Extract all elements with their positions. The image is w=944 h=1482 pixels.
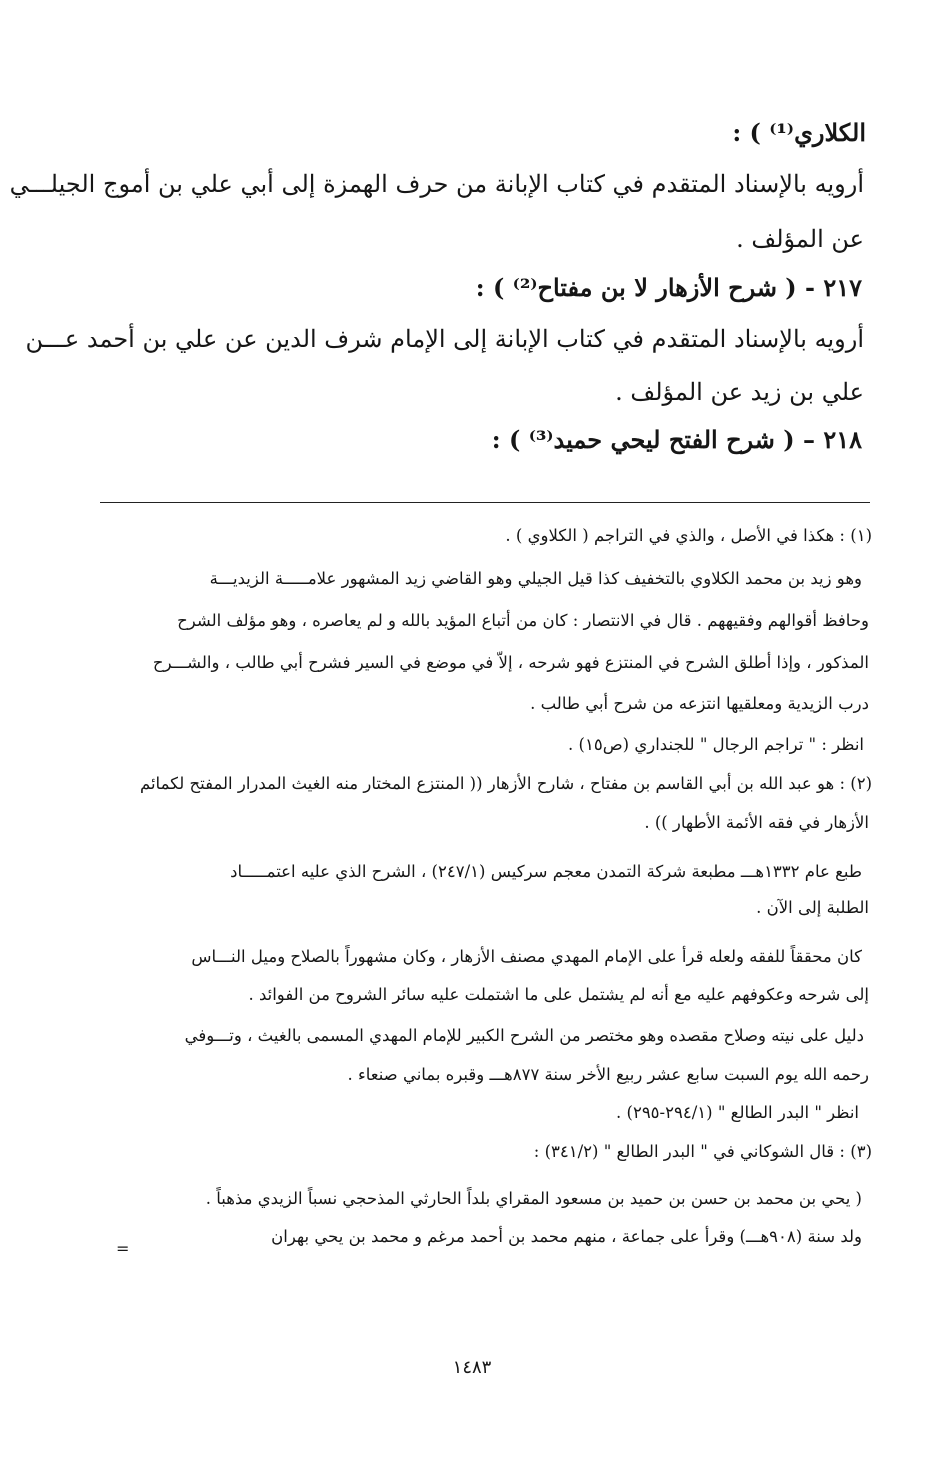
footnote-line: انظر " البدر الطالع " (٢٩٤/١-٢٩٥) .	[616, 1103, 859, 1122]
footnote-line: طبع عام ١٣٣٢هـــ مطبعة شركة التمدن معجم سركيس (٢٤٧/١) ، الشرح الذي عليه اعتمـــــاد	[230, 862, 862, 881]
footnote-line: ولد سنة (٩٠٨هـــ) وقرأ على جماعة ، منهم محمد بن أحمد مرغم و محمد بن يحي بهران	[271, 1227, 862, 1246]
body-line: علي بن زيد عن المؤلف .	[615, 378, 864, 406]
body-line: أرويه بالإسناد المتقدم في كتاب الإبانة من حرف الهمزة إلى أبي علي بن أموج الجيلـــي	[9, 170, 864, 198]
footnote-line: ( يحي بن محمد بن حسن بن حميد بن مسعود المقراي بلداً الحارثي المذحجي نسباً الزيدي مذهباً .	[205, 1189, 862, 1208]
footnote-line: انظر : " تراجم الرجال " للجنداري (ص١٥) .	[568, 735, 864, 754]
body-line: أرويه بالإسناد المتقدم في كتاب الإبانة إلى الإمام شرف الدين عن علي بن أحمد عـــن	[25, 325, 864, 353]
footnote-2: (٢) : هو عبد الله بن أبي القاسم بن مفتاح ، شارح الأزهار (( المنتزع المختار منه الغيث المدرار المفتح لكمائم	[139, 774, 872, 793]
footnote-line: رحمه الله يوم السبت سابع عشر ربيع الأخر سنة ٨٧٧هـــ وقبره بماني صنعاء .	[347, 1065, 869, 1084]
footnote-3: (٣) : قال الشوكاني في " البدر الطالع " (٣٤١/٢) :	[533, 1142, 872, 1161]
footnote-line: درب الزيدية ومعلقيها انتزعه من شرح أبي طالب .	[530, 694, 869, 713]
entry-heading-kalari: الكلاري⁽¹⁾ ) :	[732, 118, 866, 147]
page-number: ١٤٨٣	[452, 1357, 492, 1378]
footnote-line: إلى شرحه وعكوفهم عليه مع أنه لم يشتمل على ما اشتملت عليه سائر الشروح من الفوائد .	[248, 985, 869, 1004]
footnote-1: (١) : هكذا في الأصل ، والذي في التراجم ( الكلاوي ) .	[505, 526, 872, 545]
footnote-line: الأزهار في فقه الأئمة الأطهار )) .	[644, 813, 869, 832]
entry-heading-217: ٢١٧ - ( شرح الأزهار لا بن مفتاح⁽²⁾ ) :	[475, 273, 862, 302]
footnote-separator	[100, 502, 870, 503]
footnote-line: دليل على نيته وصلاح مقصده وهو مختصر من الشرح الكبير للإمام المهدي المسمى بالغيث ، وتـــوفي	[184, 1026, 864, 1045]
footnote-line: كان محققاً للفقه ولعله قرأ على الإمام المهدي مصنف الأزهار ، وكان مشهوراً بالصلاح وميل النـــاس	[191, 947, 862, 966]
body-line: عن المؤلف .	[736, 225, 864, 253]
entry-heading-218: ٢١٨ – ( شرح الفتح ليحي حميد⁽³⁾ ) :	[491, 425, 862, 454]
footnote-line: المذكور ، وإذا أطلق الشرح في المنتزع فهو شرحه ، إلاّ في موضع في السير فشرح أبي طالب ، والشـــرح	[152, 653, 869, 672]
footnote-line: وحافظ أقوالهم وفقيههم . قال في الانتصار : كان من أتباع المؤيد بالله و لم يعاصره ، وهو مؤلف الشرح	[177, 611, 869, 630]
footnote-line: وهو زيد بن محمد الكلاوي بالتخفيف كذا قيل الجيلي وهو القاضي زيد المشهور علامـــــة الزيديـــة	[209, 569, 862, 588]
footnote-line: الطلبة إلى الآن .	[756, 898, 869, 917]
continuation-mark: =	[116, 1239, 130, 1258]
